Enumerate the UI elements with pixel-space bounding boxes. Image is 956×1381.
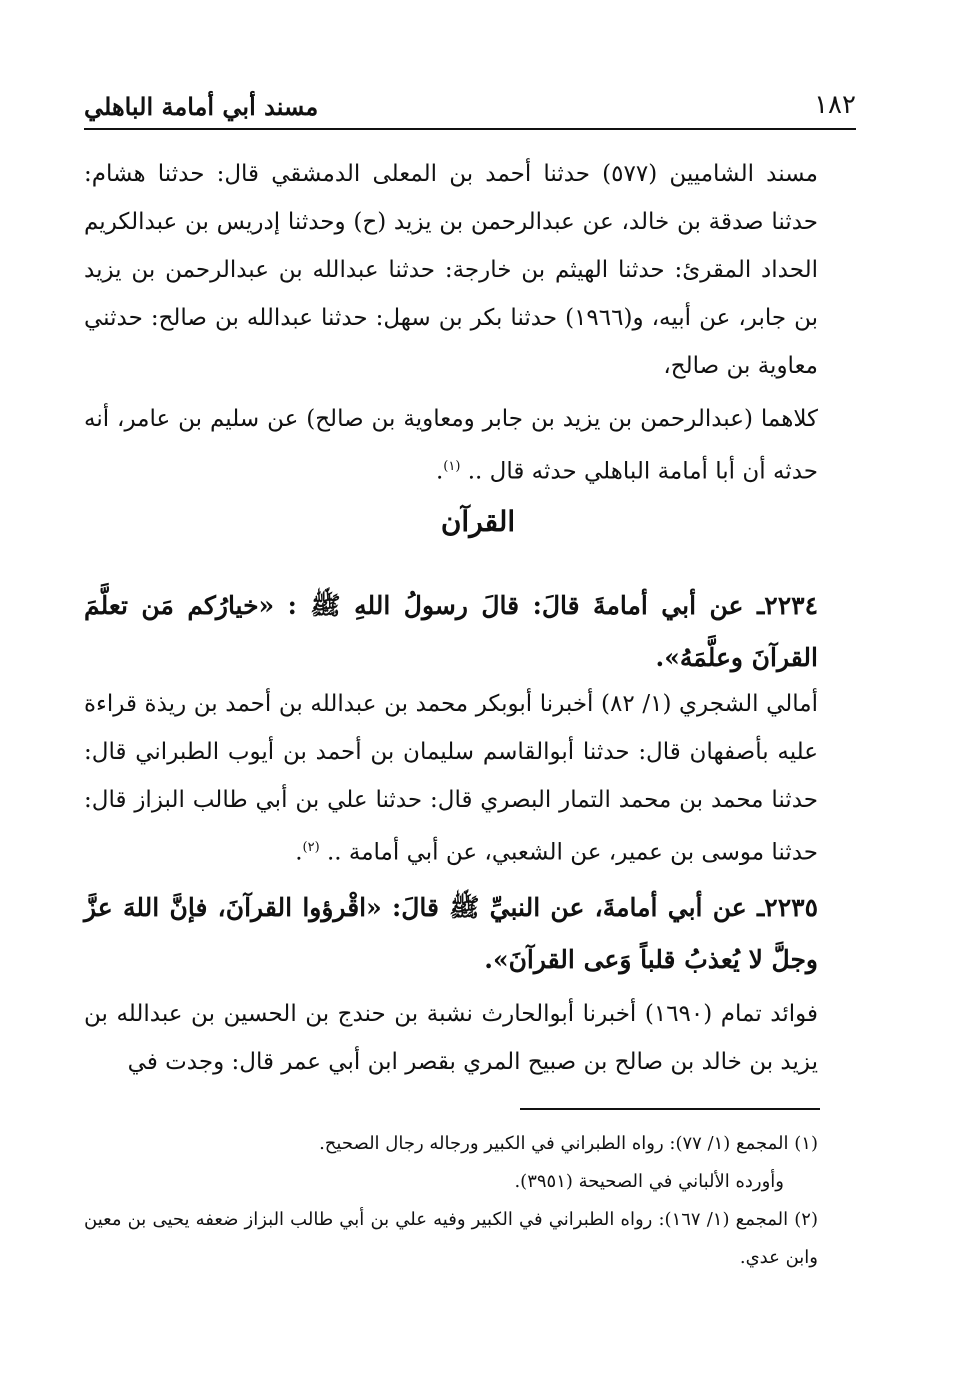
section-title: القرآن bbox=[440, 505, 516, 538]
page-header bbox=[84, 88, 856, 130]
footnote-1-continuation: وأورده الألباني في الصحيحة (٣٩٥١). bbox=[514, 1171, 784, 1192]
footnotes bbox=[84, 1125, 818, 1277]
source-paragraph-1: أمالي الشجري (١/ ٨٢) أخبرنا أبوبكر محمد بن عبدالله بن أحمد بن ريذة قراءة عليه بأصفهان قال: حدثنا أبوالقاسم سليمان بن أحمد بن أيوب الطبراني قال: حدثنا محمد بن محمد التمار البصري قال: حدثنا علي بن أبي طالب البزاز قال: حدثنا موسى بن عمير، عن الشعبي، عن أبي أمامة .. $^{(٢)}$. bbox=[84, 691, 819, 866]
source-paragraph-1-text: أمالي الشجري (١/ ٨٢) أخبرنا أبوبكر محمد بن عبدالله بن أحمد بن ريذة قراءة عليه بأصفهان قال: حدثنا أبوالقاسم سليمان بن أحمد بن أيوب الطبراني قال: حدثنا محمد بن محمد التمار البصري قال: حدثنا علي بن أبي طالب البزاز قال: حدثنا موسى بن عمير، عن الشعبي، عن أبي أمامة .. bbox=[84, 691, 819, 866]
source-paragraph-2: فوائد تمام (١٦٩٠) أخبرنا أبوالحارث نشبة بن حندج بن الحسين بن عبدالله بن يزيد بن خالد بن صالح بن صبيح المري بقصر ابن أبي عمر قال: وجدت في bbox=[84, 1001, 818, 1075]
hadith-2235: ٢٢٣٥ـ عن أبي أمامةَ، عن النبيِّ ﷺ قالَ: «اقْرؤوا القرآنَ، فإنَّ اللهَ عزَّ وجلَّ لا يُعذبُ قلباً وَعى القرآنَ». bbox=[84, 893, 818, 974]
isnad-paragraph-1: مسند الشاميين (٥٧٧) حدثنا أحمد بن المعلى الدمشقي قال: حدثنا هشام: حدثنا صدقة بن خالد، عن عبدالرحمن بن يزيد (ح) وحدثنا إدريس بن عبدالكريم الحداد المقرئ: حدثنا الهيثم بن خارجة: حدثنا عبدالله بن عبدالرحمن بن يزيد بن جابر، عن أبيه، و(١٩٦٦) حدثنا بكر بن سهل: حدثنا عبدالله بن صالح: حدثني معاوية بن صالح، bbox=[84, 161, 818, 379]
hadith-2234: ٢٢٣٤ـ عن أبي أمامةَ قالَ: قالَ رسولُ اللهِ ﷺ : «خيارُكم مَن تعلَّمَ القرآنَ وعلَّمَهُ». bbox=[84, 591, 818, 672]
footnote-1: (١) المجمع (١/ ٧٧): رواه الطبراني في الكبير ورجاله رجال الصحيح. bbox=[319, 1133, 818, 1154]
page-number: ١٨٢ bbox=[814, 90, 856, 120]
isnad-paragraph-2-text: كلاهما (عبدالرحمن بن يزيد بن جابر ومعاوية بن صالح) عن سليم بن عامر، أنه حدثه أن أبا أمامة الباهلي حدثه قال .. bbox=[84, 406, 818, 485]
footnote-ref-2: (٢) bbox=[302, 840, 320, 855]
footnote-divider bbox=[520, 1108, 820, 1110]
footnote-2: (٢) المجمع (١/ ١٦٧): رواه الطبراني في الكبير وفيه علي بن أبي طالب البزاز ضعفه يحيى بن معين وابن عدي. bbox=[84, 1209, 818, 1268]
isnad-paragraph-2: كلاهما (عبدالرحمن بن يزيد بن جابر ومعاوية بن صالح) عن سليم بن عامر، أنه حدثه أن أبا أمامة الباهلي حدثه قال .. $^{(١)}$. bbox=[84, 406, 818, 485]
footnote-ref-1: (١) bbox=[443, 459, 461, 474]
running-title: مسند أبي أمامة الباهلي bbox=[84, 92, 319, 121]
